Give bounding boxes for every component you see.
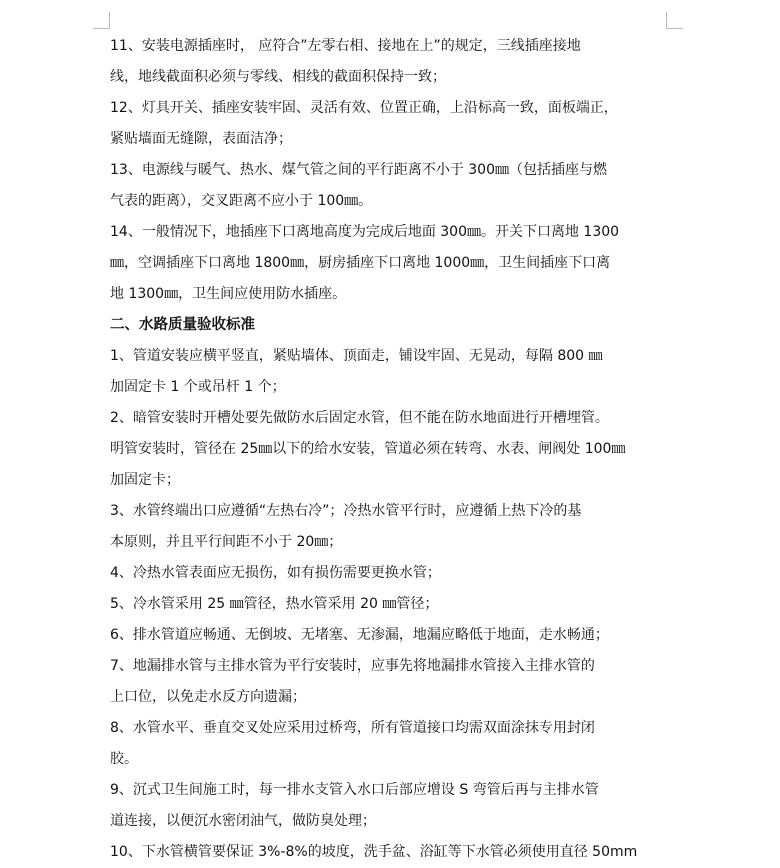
text-line: 道连接，以便沉水密闭油气，做防臭处理； (110, 813, 376, 829)
text-line: 加固定卡； (110, 472, 180, 488)
text-line: 13、电源线与暖气、热水、煤气管之间的平行距离不小于 300㎜（包括插座与燃 (110, 162, 607, 178)
text-line: 3、水管终端出口应遵循“左热右冷”；冷热水管平行时，应遵循上热下冷的基 (110, 503, 582, 519)
text-line: 4、冷热水管表面应无损伤，如有损伤需要更换水管； (110, 565, 441, 581)
text-line: 11、安装电源插座时， 应符合”左零右相、接地在上”的规定，三线插座接地 (110, 38, 581, 54)
text-line: 明管安装时，管径在 25㎜以下的给水安装，管道必须在转弯、水表、闸阀处 100㎜ (110, 441, 626, 457)
text-line: 胶。 (110, 751, 138, 767)
page-corner-mark-left (93, 12, 110, 29)
text-line: 14、一般情况下，地插座下口离地高度为完成后地面 300㎜。开关下口离地 1300 (110, 224, 620, 240)
text-line: ㎜，空调插座下口离地 1800㎜，厨房插座下口离地 1000㎜，卫生间插座下口离 (110, 255, 611, 271)
text-line: 12、灯具开关、插座安装牢固、灵活有效、位置正确，上沿标高一致，面板端正， (110, 100, 618, 116)
text-line: 8、水管水平、垂直交叉处应采用过桥弯，所有管道接口均需双面涂抹专用封闭 (110, 720, 595, 736)
text-line: 6、排水管道应畅通、无倒坡、无堵塞、无渗漏，地漏应略低于地面，走水畅通； (110, 627, 609, 643)
text-line: 地 1300㎜，卫生间应使用防水插座。 (110, 286, 347, 302)
page-corner-mark-right (666, 12, 683, 29)
text-line: 1、管道安装应横平竖直，紧贴墙体、顶面走，铺设牢固、无晃动，每隔 800 ㎜ (110, 348, 603, 364)
text-line: 线，地线截面积必须与零线、相线的截面积保持一致； (110, 69, 446, 85)
text-line: 2、暗管安装时开槽处要先做防水后固定水管，但不能在防水地面进行开槽埋管。 (110, 410, 609, 426)
section-heading: 二、水路质量验收标准 (110, 317, 255, 333)
text-line: 7、地漏排水管与主排水管为平行安装时，应事先将地漏排水管接入主排水管的 (110, 658, 595, 674)
text-line: 本原则，并且平行间距不小于 20㎜； (110, 534, 343, 550)
document-body[interactable] (110, 31, 670, 868)
text-line: 5、冷水管采用 25 ㎜管径，热水管采用 20 ㎜管径； (110, 596, 439, 612)
text-line: 上口位，以免走水反方向遗漏； (110, 689, 306, 705)
text-line: 10、下水管横管要保证 3%-8%的坡度，洗手盆、浴缸等下水管必须使用直径 50mm (110, 844, 638, 860)
text-line: 9、沉式卫生间施工时，每一排水支管入水口后部应增设 S 弯管后再与主排水管 (110, 782, 599, 798)
text-line: 气表的距离），交叉距离不应小于 100㎜。 (110, 193, 373, 209)
text-line: 加固定卡 1 个或吊杆 1 个； (110, 379, 286, 395)
text-line: 紧贴墙面无缝隙，表面洁净； (110, 131, 292, 147)
